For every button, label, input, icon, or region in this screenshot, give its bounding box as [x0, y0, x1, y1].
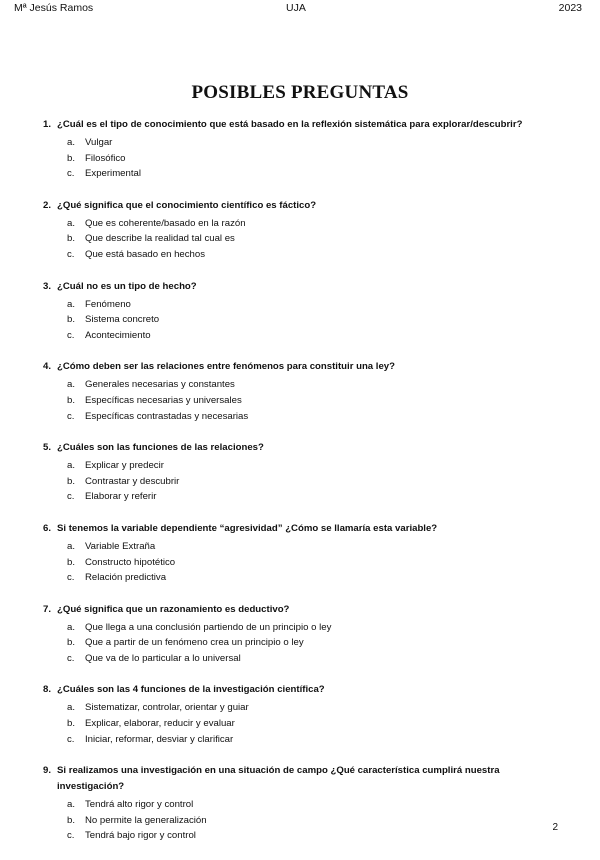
option-a [0, 377, 600, 393]
option-text: Específicas necesarias y universales [85, 394, 242, 406]
option-c [0, 570, 600, 586]
question-text: ¿Qué significa que el conocimiento científico es fáctico? [57, 199, 317, 211]
option-text: Que describe la realidad tal cual es [85, 233, 235, 245]
option-letter: b. [67, 637, 76, 649]
question-number: 6. [42, 522, 51, 534]
option-a [0, 297, 600, 313]
option-text: Explicar y predecir [85, 460, 164, 472]
option-a [0, 797, 600, 813]
option-letter: b. [67, 475, 76, 487]
page-header [0, 2, 600, 16]
question-1 [0, 117, 600, 182]
option-letter: a. [67, 540, 76, 552]
question-text: ¿Cuál es el tipo de conocimiento que está basado en la reflexión sistemática para explorar/descubrir? [57, 119, 523, 130]
option-text: Iniciar, reformar, desviar y clarificar [85, 733, 234, 745]
option-text: Que va de lo particular a lo universal [85, 652, 241, 664]
option-c [0, 651, 600, 667]
option-letter: b. [67, 233, 76, 245]
option-text: Tendrá alto rigor y control [85, 799, 194, 811]
question-9 [0, 763, 600, 844]
question-8 [0, 682, 600, 747]
option-letter: c. [67, 329, 75, 341]
option-c [0, 247, 600, 263]
option-c [0, 732, 600, 748]
option-text: Experimental [85, 168, 141, 180]
question-number: 7. [42, 603, 51, 615]
page-title: POSIBLES PREGUNTAS [191, 82, 409, 103]
question-number: 2. [42, 199, 51, 211]
option-text: Que es coherente/basado en la razón [85, 217, 246, 229]
option-letter: b. [67, 556, 76, 568]
option-a [0, 539, 600, 555]
option-b [0, 151, 600, 167]
option-text: Tendrá bajo rigor y control [85, 830, 196, 842]
question-number: 5. [42, 442, 51, 454]
option-c [0, 409, 600, 425]
option-b [0, 474, 600, 490]
question-text: Si realizamos una investigación en una situación de campo ¿Qué característica cumplirá nuestra investigación? [57, 765, 500, 793]
option-b [0, 813, 600, 829]
option-letter: a. [67, 799, 76, 811]
option-c [0, 489, 600, 505]
option-letter: c. [67, 410, 75, 422]
option-text: Específicas contrastadas y necesarias [85, 410, 249, 422]
option-text: Elaborar y referir [85, 491, 157, 503]
question-text: ¿Cómo deben ser las relaciones entre fenómenos para constituir una ley? [57, 361, 396, 373]
option-text: Filosófico [85, 152, 126, 164]
option-c [0, 328, 600, 344]
question-number: 4. [42, 361, 51, 373]
option-letter: c. [67, 733, 75, 745]
question-6 [0, 521, 600, 586]
option-letter: a. [67, 621, 76, 633]
option-a [0, 135, 600, 151]
option-letter: c. [67, 652, 75, 664]
option-letter: b. [67, 152, 76, 164]
option-text: No permite la generalización [85, 814, 207, 826]
option-text: Sistematizar, controlar, orientar y guiar [85, 702, 249, 714]
question-text: ¿Cuál no es un tipo de hecho? [57, 280, 197, 292]
option-text: Constructo hipotético [85, 556, 176, 568]
option-letter: a. [67, 137, 76, 148]
option-letter: c. [67, 168, 75, 180]
option-letter: a. [67, 298, 76, 310]
question-text: Si tenemos la variable dependiente “agresividad” ¿Cómo se llamaría esta variable? [57, 522, 438, 534]
option-b [0, 231, 600, 247]
option-letter: a. [67, 702, 76, 714]
option-text: Que está basado en hechos [85, 248, 206, 260]
header-institution: UJA [286, 2, 306, 14]
header-year: 2023 [558, 2, 582, 14]
question-number: 3. [42, 280, 51, 292]
question-number: 8. [42, 684, 51, 696]
option-letter: a. [67, 379, 76, 391]
question-number: 9. [42, 765, 51, 777]
question-number: 1. [42, 119, 51, 130]
option-a [0, 458, 600, 474]
question-2 [0, 198, 600, 263]
option-text: Que llega a una conclusión partiendo de un principio o ley [85, 621, 332, 633]
option-text: Fenómeno [85, 298, 131, 310]
header-author: Mª Jesús Ramos [14, 2, 94, 14]
option-letter: b. [67, 718, 76, 730]
option-letter: a. [67, 460, 76, 472]
question-5 [0, 440, 600, 505]
option-letter: c. [67, 491, 75, 503]
option-letter: c. [67, 572, 75, 584]
question-text: ¿Qué significa que un razonamiento es deductivo? [57, 603, 290, 615]
option-text: Variable Extraña [85, 540, 156, 552]
option-a [0, 620, 600, 636]
option-a [0, 700, 600, 716]
option-text: Relación predictiva [85, 572, 167, 584]
question-4 [0, 359, 600, 424]
option-letter: b. [67, 814, 76, 826]
question-list [0, 117, 600, 860]
option-letter: c. [67, 248, 75, 260]
option-letter: b. [67, 394, 76, 406]
option-text: Explicar, elaborar, reducir y evaluar [85, 718, 235, 730]
option-text: Que a partir de un fenómeno crea un principio o ley [85, 637, 304, 649]
option-text: Vulgar [85, 137, 113, 148]
option-b [0, 716, 600, 732]
option-b [0, 312, 600, 328]
option-b [0, 555, 600, 571]
option-letter: b. [67, 314, 76, 326]
option-text: Generales necesarias y constantes [85, 379, 235, 391]
page-number: 2 [552, 822, 558, 833]
option-c [0, 828, 600, 844]
option-letter: c. [67, 830, 75, 842]
option-b [0, 393, 600, 409]
question-text: ¿Cuáles son las 4 funciones de la investigación científica? [57, 684, 325, 696]
question-3 [0, 279, 600, 344]
question-text: ¿Cuáles son las funciones de las relaciones? [57, 442, 264, 454]
option-b [0, 635, 600, 651]
option-text: Sistema concreto [85, 314, 160, 326]
question-7 [0, 602, 600, 667]
option-text: Contrastar y descubrir [85, 475, 180, 487]
option-text: Acontecimiento [85, 329, 151, 341]
option-a [0, 216, 600, 232]
option-c [0, 166, 600, 182]
option-letter: a. [67, 217, 76, 229]
